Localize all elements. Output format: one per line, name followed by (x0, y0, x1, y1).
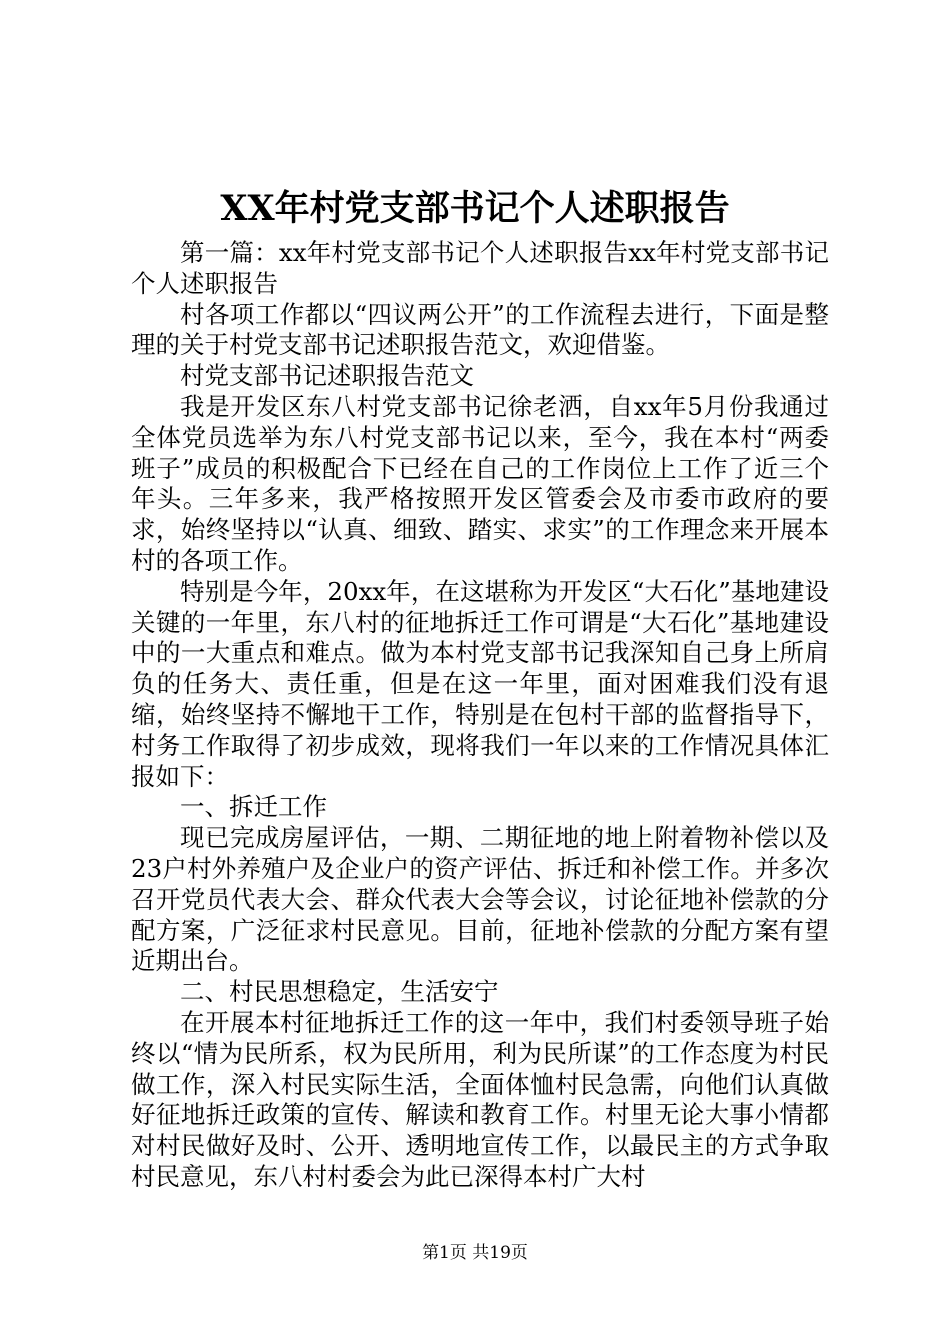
paragraph: 我是开发区东八村党支部书记徐老洒，自xx年5月份我通过全体党员选举为东八村党支部书记以来，至今，我在本村“两委班子”成员的积极配合下已经在自己的工作岗位上工作了近三个年头。三年多来，我严格按照开发区管委会及市委市政府的要求，始终坚持以“认真、细致、踏实、求实”的工作理念来开展本村的各项工作。 (131, 391, 829, 575)
section-heading: 二、村民思想稳定，生活安宁 (180, 977, 499, 1007)
page-number-footer: 第1页 共19页 (422, 1243, 528, 1263)
document-body (131, 238, 829, 1193)
paragraph: 村各项工作都以“四议两公开”的工作流程去进行，下面是整理的关于村党支部书记述职报告范文，欢迎借鉴。 (131, 299, 829, 360)
document-title: XX年村党支部书记个人述职报告 (220, 188, 730, 229)
paragraph: 第一篇：xx年村党支部书记个人述职报告xx年村党支部书记个人述职报告 (131, 238, 829, 298)
paragraph: 特别是今年，20xx年，在这堪称为开发区“大石化”基地建设关键的一年里，东八村的征地拆迁工作可谓是“大石化”基地建设中的一大重点和难点。做为本村党支部书记我深知自己身上所肩负的任务大、责任重，但是在这一年里，面对困难我们没有退缩，始终坚持不懈地干工作，特别是在包村干部的监督指导下，村务工作取得了初步成效，现将我们一年以来的工作情况具体汇报如下： (131, 576, 829, 791)
section-heading: 一、拆迁工作 (180, 792, 327, 822)
paragraph: 现已完成房屋评估，一期、二期征地的地上附着物补偿以及23户村外养殖户及企业户的资产评估、拆迁和补偿工作。并多次召开党员代表大会、群众代表大会等会议，讨论征地补偿款的分配方案，广泛征求村民意见。目前，征地补偿款的分配方案有望近期出台。 (131, 823, 829, 976)
paragraph: 在开展本村征地拆迁工作的这一年中，我们村委领导班子始终以“情为民所系，权为民所用，利为民所谋”的工作态度为村民做工作，深入村民实际生活，全面体恤村民急需，向他们认真做好征地拆迁政策的宣传、解读和教育工作。村里无论大事小情都对村民做好及时、公开、透明地宣传工作，以最民主的方式争取村民意见，东八村村委会为此已深得本村广大村 (131, 1007, 829, 1191)
paragraph: 村党支部书记述职报告范文 (180, 361, 474, 391)
